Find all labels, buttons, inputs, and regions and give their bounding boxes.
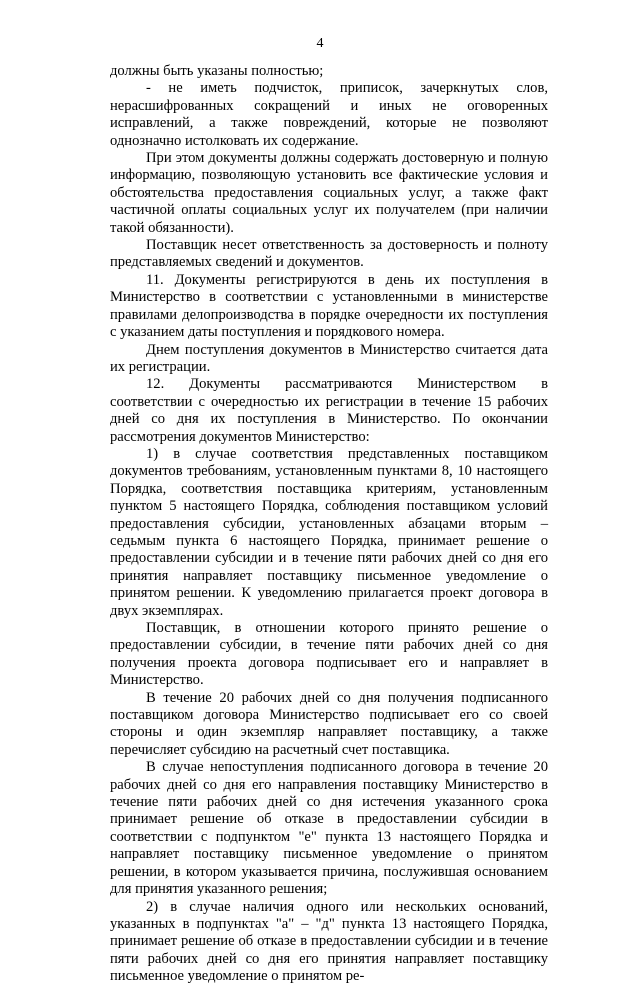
paragraph-subitem-1: 1) в случае соответствия представленных поставщиком документов требованиям, установленным пунктами 8, 10 настоящего Порядка, соответствия поставщика критериям, установленным пунктом 5 настоящего Порядка, соблюдения поставщиком условий предоставления субсидии, установленных абзацами вторым – седьмым пункта 6 настоящего Порядка, принимает решение о предоставлении субсидии и в течение пяти рабочих дней со дня его принятия направляет поставщику письменное уведомление о принятом решении. К уведомлению прилагается проект договора в двух экземплярах. bbox=[110, 445, 548, 619]
paragraph-contract-signing: Поставщик, в отношении которого принято решение о предоставлении субсидии, в течение пяти рабочих дней со дня получения проекта договора подписывает его и направляет в Министерство. bbox=[110, 620, 548, 689]
paragraph-requirement-no-erasures: - не иметь подчисток, приписок, зачеркнутых слов, нерасшифрованных сокращений и иных не оговоренных исправлений, а также повреждений, которые не позволяют однозначно истолковать их содержание. bbox=[110, 80, 548, 149]
paragraph-item-11: 11. Документы регистрируются в день их поступления в Министерство в соответствии с установленными в министерстве правилами делопроизводства в порядке очередности их поступления с указанием даты поступления и порядкового номера. bbox=[110, 271, 548, 341]
paragraph-subitem-2: 2) в случае наличия одного или нескольких оснований, указанных в подпунктах "а" – "д" пункта 13 настоящего Порядка, принимает решение об отказе в предоставлении субсидии и в течение пяти рабочих дней со дня его принятия направляет поставщику письменное уведомление о принятом ре- bbox=[110, 898, 548, 985]
paragraph-continuation: должны быть указаны полностью; bbox=[110, 63, 324, 79]
page-number: 4 bbox=[316, 36, 324, 51]
document-body bbox=[110, 63, 548, 986]
paragraph-registration-date: Днем поступления документов в Министерство считается дата их регистрации. bbox=[110, 341, 548, 375]
paragraph-supplier-responsibility: Поставщик несет ответственность за достоверность и полноту представляемых сведений и документов. bbox=[110, 237, 548, 271]
paragraph-non-receipt: В случае непоступления подписанного договора в течение 20 рабочих дней со дня его направления поставщику Министерство в течение пяти рабочих дней со дня истечения указанного срока принимает решение об отказе в предоставлении субсидии в соответствии с подпунктом "е" пункта 13 настоящего Порядка и направляет поставщику письменное уведомление о принятом решении, в котором указывается причина, послужившая основанием для принятия указанного решения; bbox=[110, 759, 548, 898]
paragraph-reliable-information: При этом документы должны содержать достоверную и полную информацию, позволяющую установить все фактические условия и обстоятельства предоставления социальных услуг, а также факт частичной оплаты социальных услуг их получателем (при наличии такой обязанности). bbox=[110, 150, 548, 236]
paragraph-subsidy-transfer: В течение 20 рабочих дней со дня получения подписанного поставщиком договора Министерство подписывает его со своей стороны и один экземпляр направляет поставщику, а также перечисляет субсидию на расчетный счет поставщика. bbox=[110, 689, 548, 758]
paragraph-item-12: 12. Документы рассматриваются Министерством в соответствии с очередностью их регистрации в течение 15 рабочих дней со дня их поступления в Министерство. По окончании рассмотрения документов Министерство: bbox=[110, 376, 548, 445]
